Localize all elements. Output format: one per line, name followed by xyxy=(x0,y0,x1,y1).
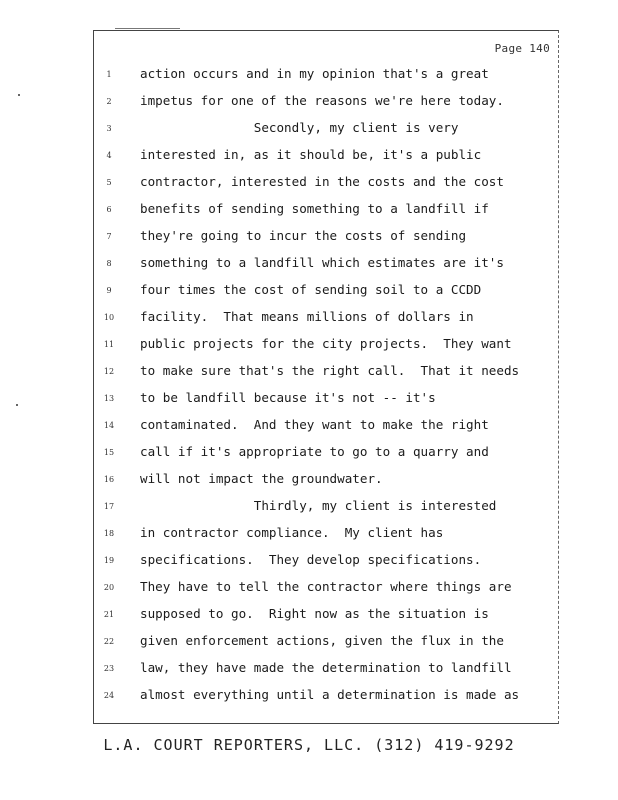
transcript-line xyxy=(94,65,558,85)
line-number: 12 xyxy=(103,367,115,376)
transcript-page xyxy=(93,30,559,724)
transcript-line xyxy=(94,308,558,328)
line-text: almost everything until a determination is made as xyxy=(140,687,520,702)
line-number: 3 xyxy=(106,124,112,133)
reporter-footer: L.A. COURT REPORTERS, LLC. (312) 419-9292 xyxy=(103,736,515,754)
line-text: to make sure that's the right call. That it needs xyxy=(140,363,520,378)
transcript-line xyxy=(94,173,558,193)
line-number: 21 xyxy=(103,610,115,619)
line-text: given enforcement actions, given the flux in the xyxy=(140,633,504,648)
line-text: Thirdly, my client is interested xyxy=(140,498,497,513)
line-number: 10 xyxy=(103,313,115,322)
transcript-line xyxy=(94,497,558,517)
line-number: 23 xyxy=(103,664,115,673)
line-text: public projects for the city projects. They want xyxy=(140,336,512,351)
line-text: supposed to go. Right now as the situation is xyxy=(140,606,489,621)
line-text: call if it's appropriate to go to a quarry and xyxy=(140,444,489,459)
line-number: 11 xyxy=(103,340,115,349)
transcript-line xyxy=(94,416,558,436)
line-number: 19 xyxy=(103,556,115,565)
line-number: 6 xyxy=(106,205,112,214)
line-text: in contractor compliance. My client has xyxy=(140,525,444,540)
line-number: 14 xyxy=(103,421,115,430)
line-number: 24 xyxy=(103,691,115,700)
page-number: Page 140 xyxy=(494,42,550,55)
transcript-line xyxy=(94,470,558,490)
transcript-line xyxy=(94,362,558,382)
line-number: 7 xyxy=(106,232,112,241)
line-text: Secondly, my client is very xyxy=(140,120,459,135)
transcript-line xyxy=(94,146,558,166)
margin-speck xyxy=(16,404,18,406)
transcript-line xyxy=(94,119,558,139)
line-number: 18 xyxy=(103,529,115,538)
line-text: something to a landfill which estimates are it's xyxy=(140,255,504,270)
line-number: 20 xyxy=(103,583,115,592)
line-text: impetus for one of the reasons we're here today. xyxy=(140,93,504,108)
line-number: 8 xyxy=(106,259,112,268)
transcript-line xyxy=(94,254,558,274)
transcript-line xyxy=(94,551,558,571)
line-text: will not impact the groundwater. xyxy=(140,471,383,486)
transcript-line xyxy=(94,524,558,544)
line-number: 5 xyxy=(106,178,112,187)
line-number: 17 xyxy=(103,502,115,511)
transcript-line xyxy=(94,686,558,706)
line-number: 16 xyxy=(103,475,115,484)
line-number: 15 xyxy=(103,448,115,457)
line-number: 13 xyxy=(103,394,115,403)
line-text: benefits of sending something to a landfill if xyxy=(140,201,489,216)
transcript-line xyxy=(94,659,558,679)
line-number: 1 xyxy=(106,70,112,79)
line-text: interested in, as it should be, it's a public xyxy=(140,147,482,162)
line-text: to be landfill because it's not -- it's xyxy=(140,390,436,405)
top-rule xyxy=(115,28,180,29)
line-text: specifications. They develop specifications. xyxy=(140,552,482,567)
line-number: 9 xyxy=(106,286,112,295)
transcript-line xyxy=(94,227,558,247)
line-number: 2 xyxy=(106,97,112,106)
line-number: 22 xyxy=(103,637,115,646)
margin-speck xyxy=(18,94,20,96)
transcript-line xyxy=(94,335,558,355)
transcript-line xyxy=(94,92,558,112)
transcript-line xyxy=(94,281,558,301)
line-text: facility. That means millions of dollars in xyxy=(140,309,474,324)
line-text: contractor, interested in the costs and the cost xyxy=(140,174,504,189)
transcript-line xyxy=(94,443,558,463)
line-text: four times the cost of sending soil to a CCDD xyxy=(140,282,482,297)
line-text: They have to tell the contractor where things are xyxy=(140,579,512,594)
transcript-line xyxy=(94,200,558,220)
line-text: they're going to incur the costs of sending xyxy=(140,228,467,243)
transcript-line xyxy=(94,605,558,625)
transcript-line xyxy=(94,632,558,652)
line-text: action occurs and in my opinion that's a great xyxy=(140,66,489,81)
line-number: 4 xyxy=(106,151,112,160)
transcript-line xyxy=(94,389,558,409)
line-text: contaminated. And they want to make the right xyxy=(140,417,489,432)
transcript-line xyxy=(94,578,558,598)
line-text: law, they have made the determination to landfill xyxy=(140,660,512,675)
